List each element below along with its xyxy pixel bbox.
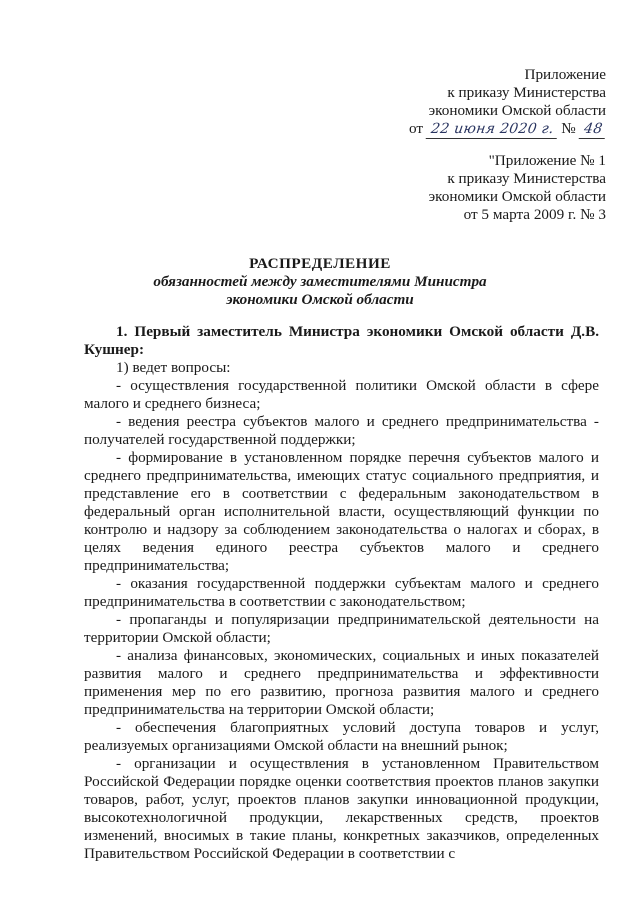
list-item: - организации и осуществления в установленном Правительством Российской Федерации порядке оценки соответствия проектов планов закупки товаров, работ, услуг, проектов планов закупки инновационной продукции, высокотехнологичной продукции, лекарственных средств, проектов изменений, вносимых в такие планы, конкретных заказчиков, определенных Правительством Российской Федерации в соответствии с bbox=[84, 755, 599, 862]
title-subtitle: обязанностей между заместителями Министра bbox=[153, 273, 487, 290]
document-title bbox=[0, 255, 640, 309]
original-appendix-line: "Приложение № 1 bbox=[488, 152, 606, 169]
title-main: РАСПРЕДЕЛЕНИЕ bbox=[249, 255, 391, 272]
title-subtitle: экономики Омской области bbox=[226, 291, 414, 308]
original-appendix-header bbox=[429, 152, 606, 224]
list-item: - осуществления государственной политики Омской области в сфере малого и среднего бизнеса; bbox=[84, 377, 599, 412]
handwritten-number: 48 bbox=[578, 120, 607, 139]
appendix-date-line bbox=[409, 120, 606, 139]
date-prefix: от bbox=[409, 120, 424, 137]
appendix-line: Приложение bbox=[524, 66, 606, 83]
original-appendix-line: экономики Омской области bbox=[428, 188, 606, 205]
number-label: № bbox=[561, 120, 576, 137]
section-intro: 1) ведет вопросы: bbox=[116, 359, 231, 376]
original-appendix-line: к приказу Министерства bbox=[447, 170, 606, 187]
list-item: - обеспечения благоприятных условий доступа товаров и услуг, реализуемых организациями Омской области на внешний рынок; bbox=[84, 719, 599, 754]
list-item: - формирование в установленном порядке перечня субъектов малого и среднего предпринимательства, имеющих статус социального предприятия, и представление его в соответствии с федеральным законодательством в федеральный орган исполнительной власти, осуществляющий функции по контролю и надзору за соблюдением законодательства о налогах и сборах, в целях ведения единого реестра субъектов малого и среднего предпринимательства; bbox=[84, 449, 599, 574]
list-item: - ведения реестра субъектов малого и среднего предпринимательства - получателей государственной поддержки; bbox=[84, 413, 599, 448]
list-item: - оказания государственной поддержки субъектам малого и среднего предпринимательства в соответствии с законодательством; bbox=[84, 575, 599, 610]
section-heading: 1. Первый заместитель Министра экономики Омской области Д.В. Кушнер: bbox=[84, 323, 599, 358]
list-item: - анализа финансовых, экономических, социальных и иных показателей развития малого и среднего предпринимательства и эффективности применения мер по его развитию, прогноза развития малого и среднего предпринимательства на территории Омской области; bbox=[84, 647, 599, 718]
list-item: - пропаганды и популяризации предпринимательской деятельности на территории Омской области; bbox=[84, 611, 599, 646]
original-appendix-line: от 5 марта 2009 г. № 3 bbox=[463, 206, 606, 223]
appendix-header bbox=[409, 66, 606, 139]
appendix-line: экономики Омской области bbox=[428, 102, 606, 119]
document-body bbox=[84, 323, 599, 863]
handwritten-date: 22 июня 2020 г. bbox=[425, 120, 558, 139]
appendix-line: к приказу Министерства bbox=[447, 84, 606, 101]
